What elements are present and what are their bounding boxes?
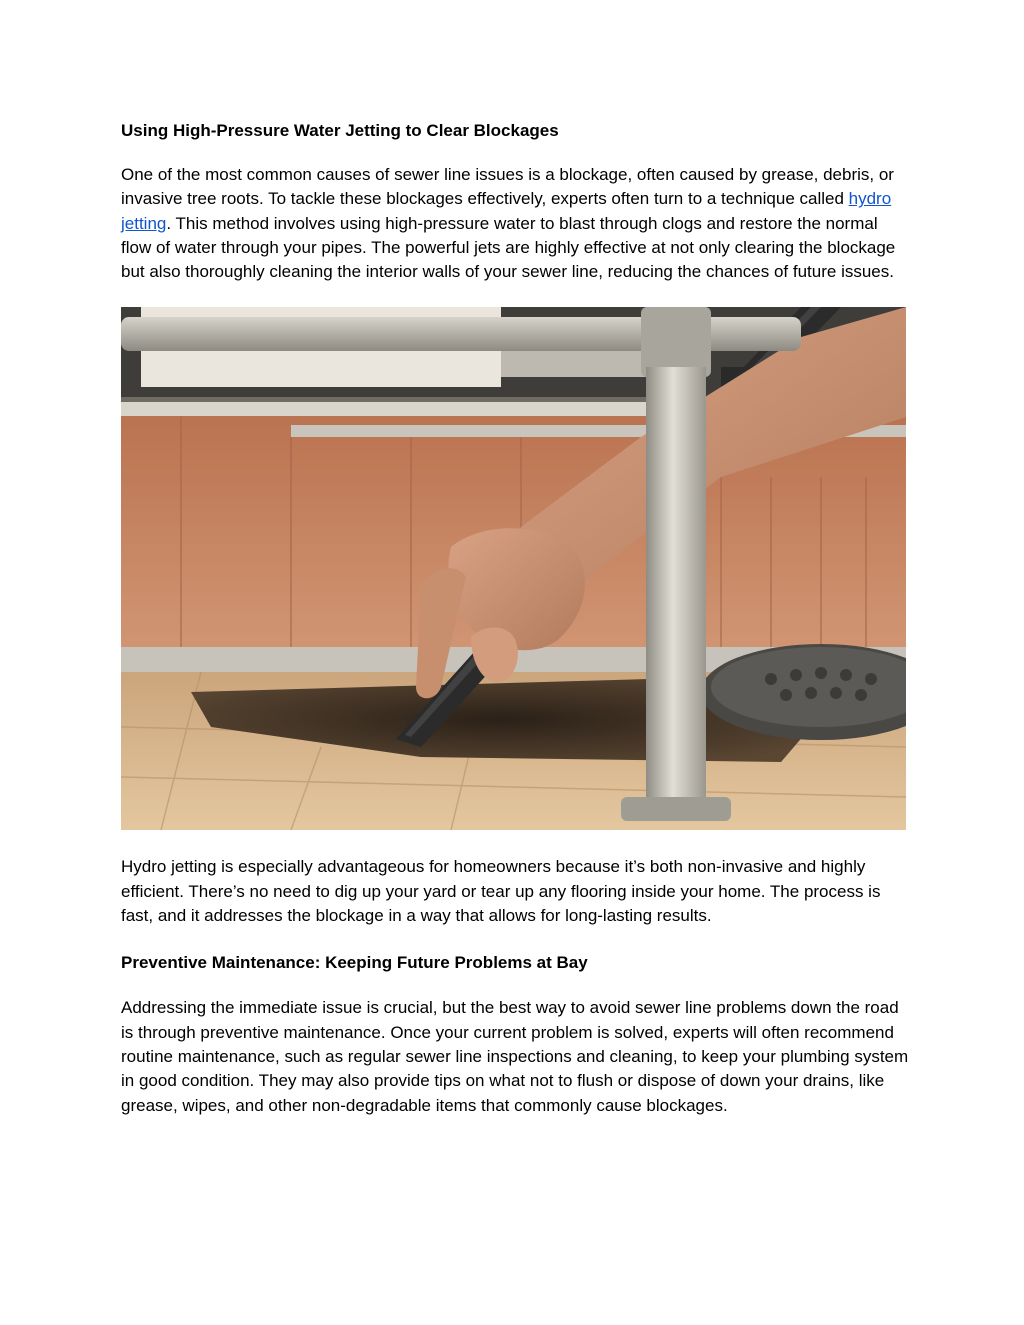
photo-hand-feeding-hose-into-sewer-opening <box>121 307 906 830</box>
paragraph-preventive-maintenance: Addressing the immediate issue is crucial, but the best way to avoid sewer line problems down the road is through preventive maintenance. Once your current problem is solved, experts will often recommend routine maintenance, such as regular sewer line inspections and cleaning, to keep your plumbing system in good condition. They may also provide tips on what not to flush or dispose of down your drains, like grease, wipes, and other non-degradable items that commonly cause blockages. <box>121 998 909 1115</box>
paragraph-text-before-link: One of the most common causes of sewer line issues is a blockage, often caused by grease, debris, or invasive tree roots. To tackle these blockages effectively, experts often turn to a technique called <box>121 165 894 209</box>
document-page <box>121 118 911 1118</box>
paragraph-text-after-link: . This method involves using high-pressure water to blast through clogs and restore the normal flow of water through your pipes. The powerful jets are highly effective at not only clearing the blockage but also thoroughly cleaning the interior walls of your sewer line, reducing the chances of future issues. <box>121 213 896 282</box>
paragraph-blockage-intro <box>121 163 911 284</box>
hydro-jetting-link[interactable]: hydro jetting <box>121 189 892 233</box>
paragraph-hydro-jetting-benefits: Hydro jetting is especially advantageous for homeowners because it’s both non-invasive and highly efficient. There’s no need to dig up your yard or tear up any flooring inside your home. The process is fast, and it addresses the blockage in a way that allows for long-lasting results. <box>121 857 881 926</box>
section-heading-preventive-maintenance: Preventive Maintenance: Keeping Future Problems at Bay <box>121 953 588 973</box>
section-heading-hydro-jetting: Using High-Pressure Water Jetting to Clear Blockages <box>121 121 559 140</box>
